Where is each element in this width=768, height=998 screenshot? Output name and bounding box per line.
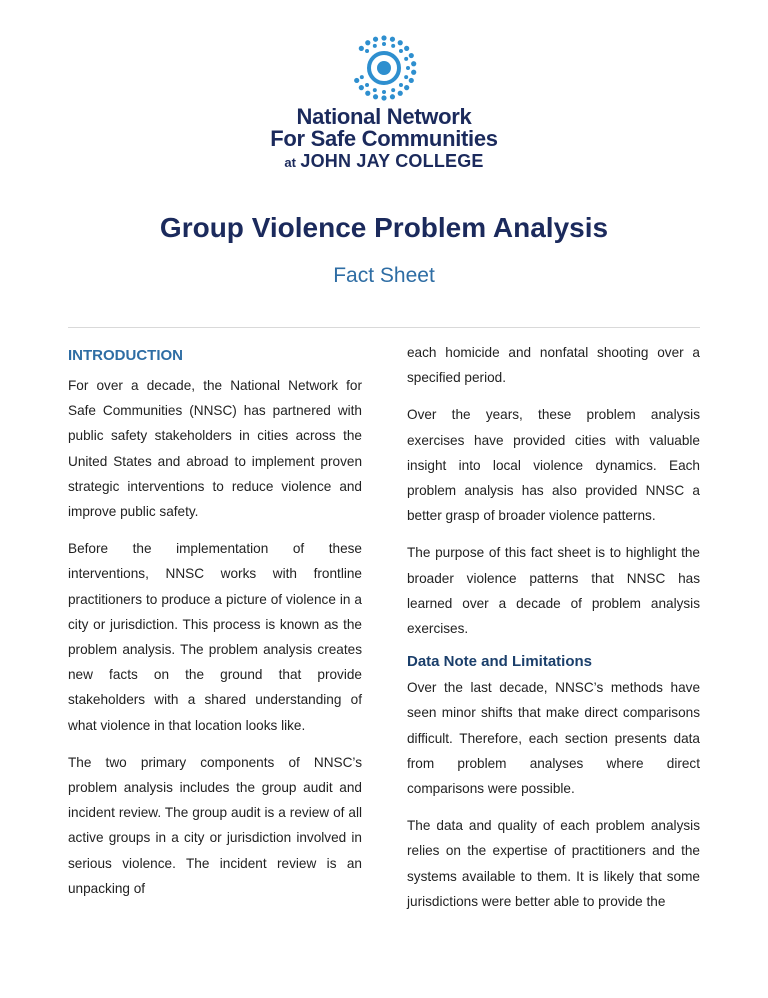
page-title: Group Violence Problem Analysis <box>159 212 609 243</box>
org-name-line3 <box>0 151 768 173</box>
header-divider <box>68 327 700 328</box>
right-column <box>407 340 700 914</box>
paragraph: The two primary components of NNSC’s problem analysis includes the group audit and incident review. The group audit is a review of all active groups in a city or jurisdiction involved in serious violence. The incident review is an unpacking of <box>68 754 362 896</box>
page-subtitle: Fact Sheet <box>333 264 435 287</box>
subheading-data-note: Data Note and Limitations <box>407 653 593 671</box>
section-heading-introduction: INTRODUCTION <box>68 347 183 364</box>
paragraph: For over a decade, the National Network for Safe Communities (NNSC) has partnered with public safety stakeholders in cities across the United States and abroad to implement proven strategic interventions to reduce violence and improve public safety. <box>68 378 362 520</box>
header-logo-block <box>0 34 768 173</box>
org-college: JOHN JAY COLLEGE <box>300 151 484 171</box>
paragraph: Before the implementation of these interventions, NNSC works with frontline practitioners to produce a picture of violence in a city or jurisdiction. This process is known as the problem analysis. The problem analysis creates new facts on the ground that provide stakeholders with a shared understanding of what violence in that location looks like. <box>68 541 362 733</box>
paragraph: each homicide and nonfatal shooting over a specified period. <box>407 345 700 386</box>
left-column <box>68 343 362 901</box>
org-name-line2: For Safe Communities <box>270 126 498 151</box>
paragraph: The purpose of this fact sheet is to highlight the broader violence patterns that NNSC has learned over a decade of problem analysis exercises. <box>407 545 700 637</box>
paragraph: Over the last decade, NNSC’s methods have seen minor shifts that make direct comparisons difficult. Therefore, each section presents data from problem analyses where direct comparisons were possible. <box>407 680 700 797</box>
org-at: at <box>284 155 296 170</box>
org-name-line1: National Network <box>296 104 472 129</box>
paragraph: The data and quality of each problem analysis relies on the expertise of practitioners and the systems available to them. It is likely that some jurisdictions were better able to provide the <box>407 818 700 909</box>
concentric-dotted-circle-icon <box>350 34 418 102</box>
paragraph: Over the years, these problem analysis exercises have provided cities with valuable insight into local violence dynamics. Each problem analysis has also provided NNSC a better grasp of broader violence patterns. <box>407 407 700 524</box>
